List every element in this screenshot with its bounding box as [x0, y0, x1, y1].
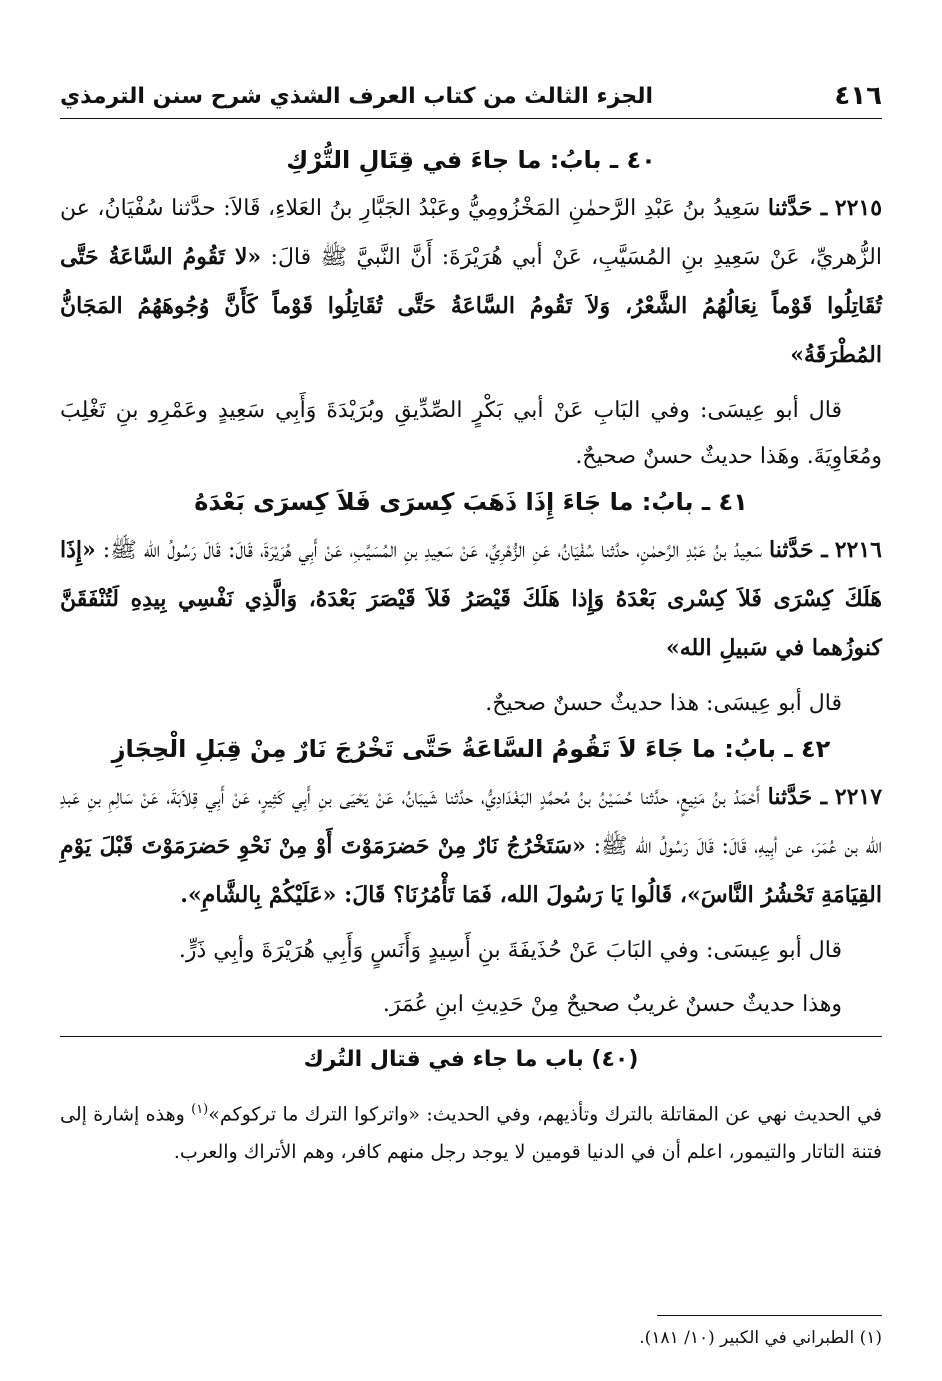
isnad: سَعِيدُ بنُ عَبْدِ الرَّحمٰنِ، حدَّثنا سُفْيَانُ، عَنِ الزُّهْرِيِّ، عَنْ سَعِيدِ بنِ المُسَيَّبِ، عَنْ أَبِي هُرَيْرَةَ، قَالَ: قَالَ رَسُولُ الله ﷺ:: [102, 538, 762, 563]
hadith-number: ٢٢١٦: [834, 537, 882, 563]
tahdith-word: حَدَّثنا: [767, 195, 813, 221]
matn: «سَتَخْرُجُ نَارٌ مِنْ حَضرَمَوْتَ أَوْ مِنْ نَحْوِ حَضرَمَوْتَ قَبْلَ يَوْمِ القِيَامَةِ تَحْشُرُ النَّاسَ»، قَالُوا يَا رَسُولَ الله، فَمَا تَأْمُرُنَا؟ قَالَ: «عَلَيْكُمْ بِالشَّامِ».: [60, 833, 882, 908]
comment: قال أبو عِيسَى: وفي البَابِ عَنْ أبي بَكْرٍ الصِّدِّيقِ وبُرَيْدَةَ وَأَبِي سَعِيدٍ وعَمْرِو بنِ تَغْلِبَ ومُعَاوِيَةَ. وهَذا حديثٌ حسنٌ صحيحٌ.: [60, 398, 882, 469]
chapter-title-42: ٤٢ ـ بابُ: ما جَاءَ لاَ تَقُومُ السَّاعَةُ حَتَّى تَخْرُجَ نَارٌ مِنْ قِبَلِ الْحِجَازِ: [111, 735, 831, 763]
comment: قال أبو عِيسَى: هذا حديثٌ حسنٌ صحيحٌ.: [485, 691, 842, 716]
isnad: أَحْمَدُ بنُ مَنِيعٍ، حدَّثنا حُسَيْنُ بنُ مُحمَّدٍ البَغْدَادِيُّ، حدَّثنا شَيبَانُ، عَنْ يَحْيَى بنِ أَبِي كَثِيرٍ، عَنْ أَبِي قِلاَبَةَ، عَنْ سَالِمِ بنِ عَبدِ الله بن عُمَرَ، عن أبِيهِ، قَالَ: قَالَ رَسُولُ الله ﷺ:: [60, 785, 882, 859]
chapter-title-41: ٤١ ـ بابُ: ما جَاءَ إِذَا ذَهَبَ كِسرَى فَلاَ كِسرَى بَعْدَهُ: [194, 488, 748, 516]
commentary-body: [60, 1091, 882, 1171]
comment: وهذا حديثٌ حسنٌ غريبٌ صحيحٌ مِنْ حَدِيثِ ابنِ عُمَرَ.: [382, 992, 842, 1017]
tahdith-word: حَدَّثنا: [767, 784, 813, 810]
commentary-text: في الحديث نهي عن المقاتلة بالترك وتأذيهم، وفي الحديث: «واتركوا الترك ما تركوكم»: [208, 1103, 883, 1126]
footnote-marker: (١): [191, 1102, 209, 1117]
hadith-2216: ٢٢١٦ ـ حَدَّثنا سَعِيدُ بنُ عَبْدِ الرَّحمٰنِ، حدَّثنا سُفْيَانُ، عَنِ الزُّهْرِيِّ، عَنْ سَعِيدِ بنِ المُسَيَّبِ، عَنْ أَبِي هُرَيْرَةَ، قَالَ: قَالَ رَسُولُ الله ﷺ: «إِذَا هَلَكَ كِسْرَى فَلاَ كِسْرى بَعْدَهُ وَإِذا هَلَكَ قَيْصَرُ فَلاَ قَيْصَرَ بَعْدَهُ، وَالَّذِي نَفْسِي بِيدِهِ لَتُنْفَقَنَّ كنوزُهما في سَبيلِ الله»: [60, 537, 882, 661]
hadith-2217: ٢٢١٧ ـ حَدَّثنا أَحْمَدُ بنُ مَنِيعٍ، حدَّثنا حُسَيْنُ بنُ مُحمَّدٍ البَغْدَادِيُّ، حدَّثنا شَيبَانُ، عَنْ يَحْيَى بنِ أَبِي كَثِيرٍ، عَنْ أَبِي قِلاَبَةَ، عَنْ سَالِمِ بنِ عَبدِ الله بن عُمَرَ، عن أبِيهِ، قَالَ: قَالَ رَسُولُ الله ﷺ: «سَتَخْرُجُ نَارٌ مِنْ حَضرَمَوْتَ أَوْ مِنْ نَحْوِ حَضرَمَوْتَ قَبْلَ يَوْمِ القِيَامَةِ تَحْشُرُ النَّاسَ»، قَالُوا يَا رَسُولَ الله، فَمَا تَأْمُرُنَا؟ قَالَ: «عَلَيْكُمْ بِالشَّامِ».: [60, 784, 883, 908]
isnad: سَعِيدُ بنُ عَبْدِ الرَّحمٰنِ المَخْزُومِيُّ وعَبْدُ الجَبَّارِ بنُ العَلاءِ، قَالاَ: حدَّثنا سُفْيَانُ، عن الزُّهريِّ، عَنْ سَعِيدِ بنِ المُسَيَّبِ، عَنْ أبي هُرَيْرَةَ: أَنَّ النَّبيَّ ﷺ قالَ:: [60, 196, 882, 270]
hadith-2215: ٢٢١٥ ـ حَدَّثنا سَعِيدُ بنُ عَبْدِ الرَّحمٰنِ المَخْزُومِيُّ وعَبْدُ الجَبَّارِ بنُ العَلاءِ، قَالاَ: حدَّثنا سُفْيَانُ، عن الزُّهريِّ، عَنْ سَعِيدِ بنِ المُسَيَّبِ، عَنْ أبي هُرَيْرَةَ: أَنَّ النَّبيَّ ﷺ قالَ: «لا تَقُومُ السَّاعَةُ حَتَّى تُقَاتِلُوا قَوْماً نِعَالُهُمُ الشَّعْرُ، وَلاَ تَقُومُ السَّاعَةُ حَتَّى تُقَاتِلُوا قَوْماً كَأَنَّ وُجُوهَهُمُ المَجَانُّ المُطْرَقَةُ»: [60, 195, 883, 368]
running-header: [60, 78, 882, 119]
matn: «إِذَا هَلَكَ كِسْرَى فَلاَ كِسْرى بَعْدَهُ وَإِذا هَلَكَ قَيْصَرُ فَلاَ قَيْصَرَ بَعْدَهُ، وَالَّذِي نَفْسِي بِيدِهِ لَتُنْفَقَنَّ كنوزُهما في سَبيلِ الله»: [60, 537, 882, 661]
hadith-number: ٢٢١٧: [834, 784, 883, 810]
footnote-separator: [657, 1315, 882, 1316]
page-number: ٤١٦: [834, 81, 882, 111]
commentary-title: (٤٠) باب ما جاء في قتال التُرك: [303, 1047, 639, 1072]
commentary-text: وهذه إشارة إلى فتنة التاتار والتيمور، اعلم أن في الدنيا قومين لا يوجد رجل منهم كافر، وهم الأتراك والعرب.: [60, 1103, 882, 1164]
matn: «لا تَقُومُ السَّاعَةُ حَتَّى تُقَاتِلُوا قَوْماً نِعَالُهُمُ الشَّعْرُ، وَلاَ تَقُومُ السَّاعَةُ حَتَّى تُقَاتِلُوا قَوْماً كَأَنَّ وُجُوهَهُمُ المَجَانُّ المُطْرَقَةُ»: [60, 244, 882, 368]
book-title: الجزء الثالث من كتاب العرف الشذي شرح سنن الترمذي: [60, 83, 654, 109]
separator-rule: [60, 1036, 882, 1037]
footnote: (١) الطبراني في الكبير (١٠/ ١٨١).: [639, 1328, 882, 1348]
chapter-title-40: ٤٠ ـ بابُ: ما جاءَ في قِتَالِ التُّرْكِ: [286, 146, 656, 174]
hadith-number: ٢٢١٥: [834, 195, 883, 221]
tahdith-word: حَدَّثنا: [768, 537, 814, 563]
body-text: [60, 140, 882, 1190]
comment: قال أبو عِيسَى: وفي البَابَ عَنْ حُذَيفَةَ بنِ أَسِيدٍ وَأَنَسٍ وَأَبِي هُرَيْرَةَ وأبِي ذَرٍّ.: [178, 938, 842, 963]
